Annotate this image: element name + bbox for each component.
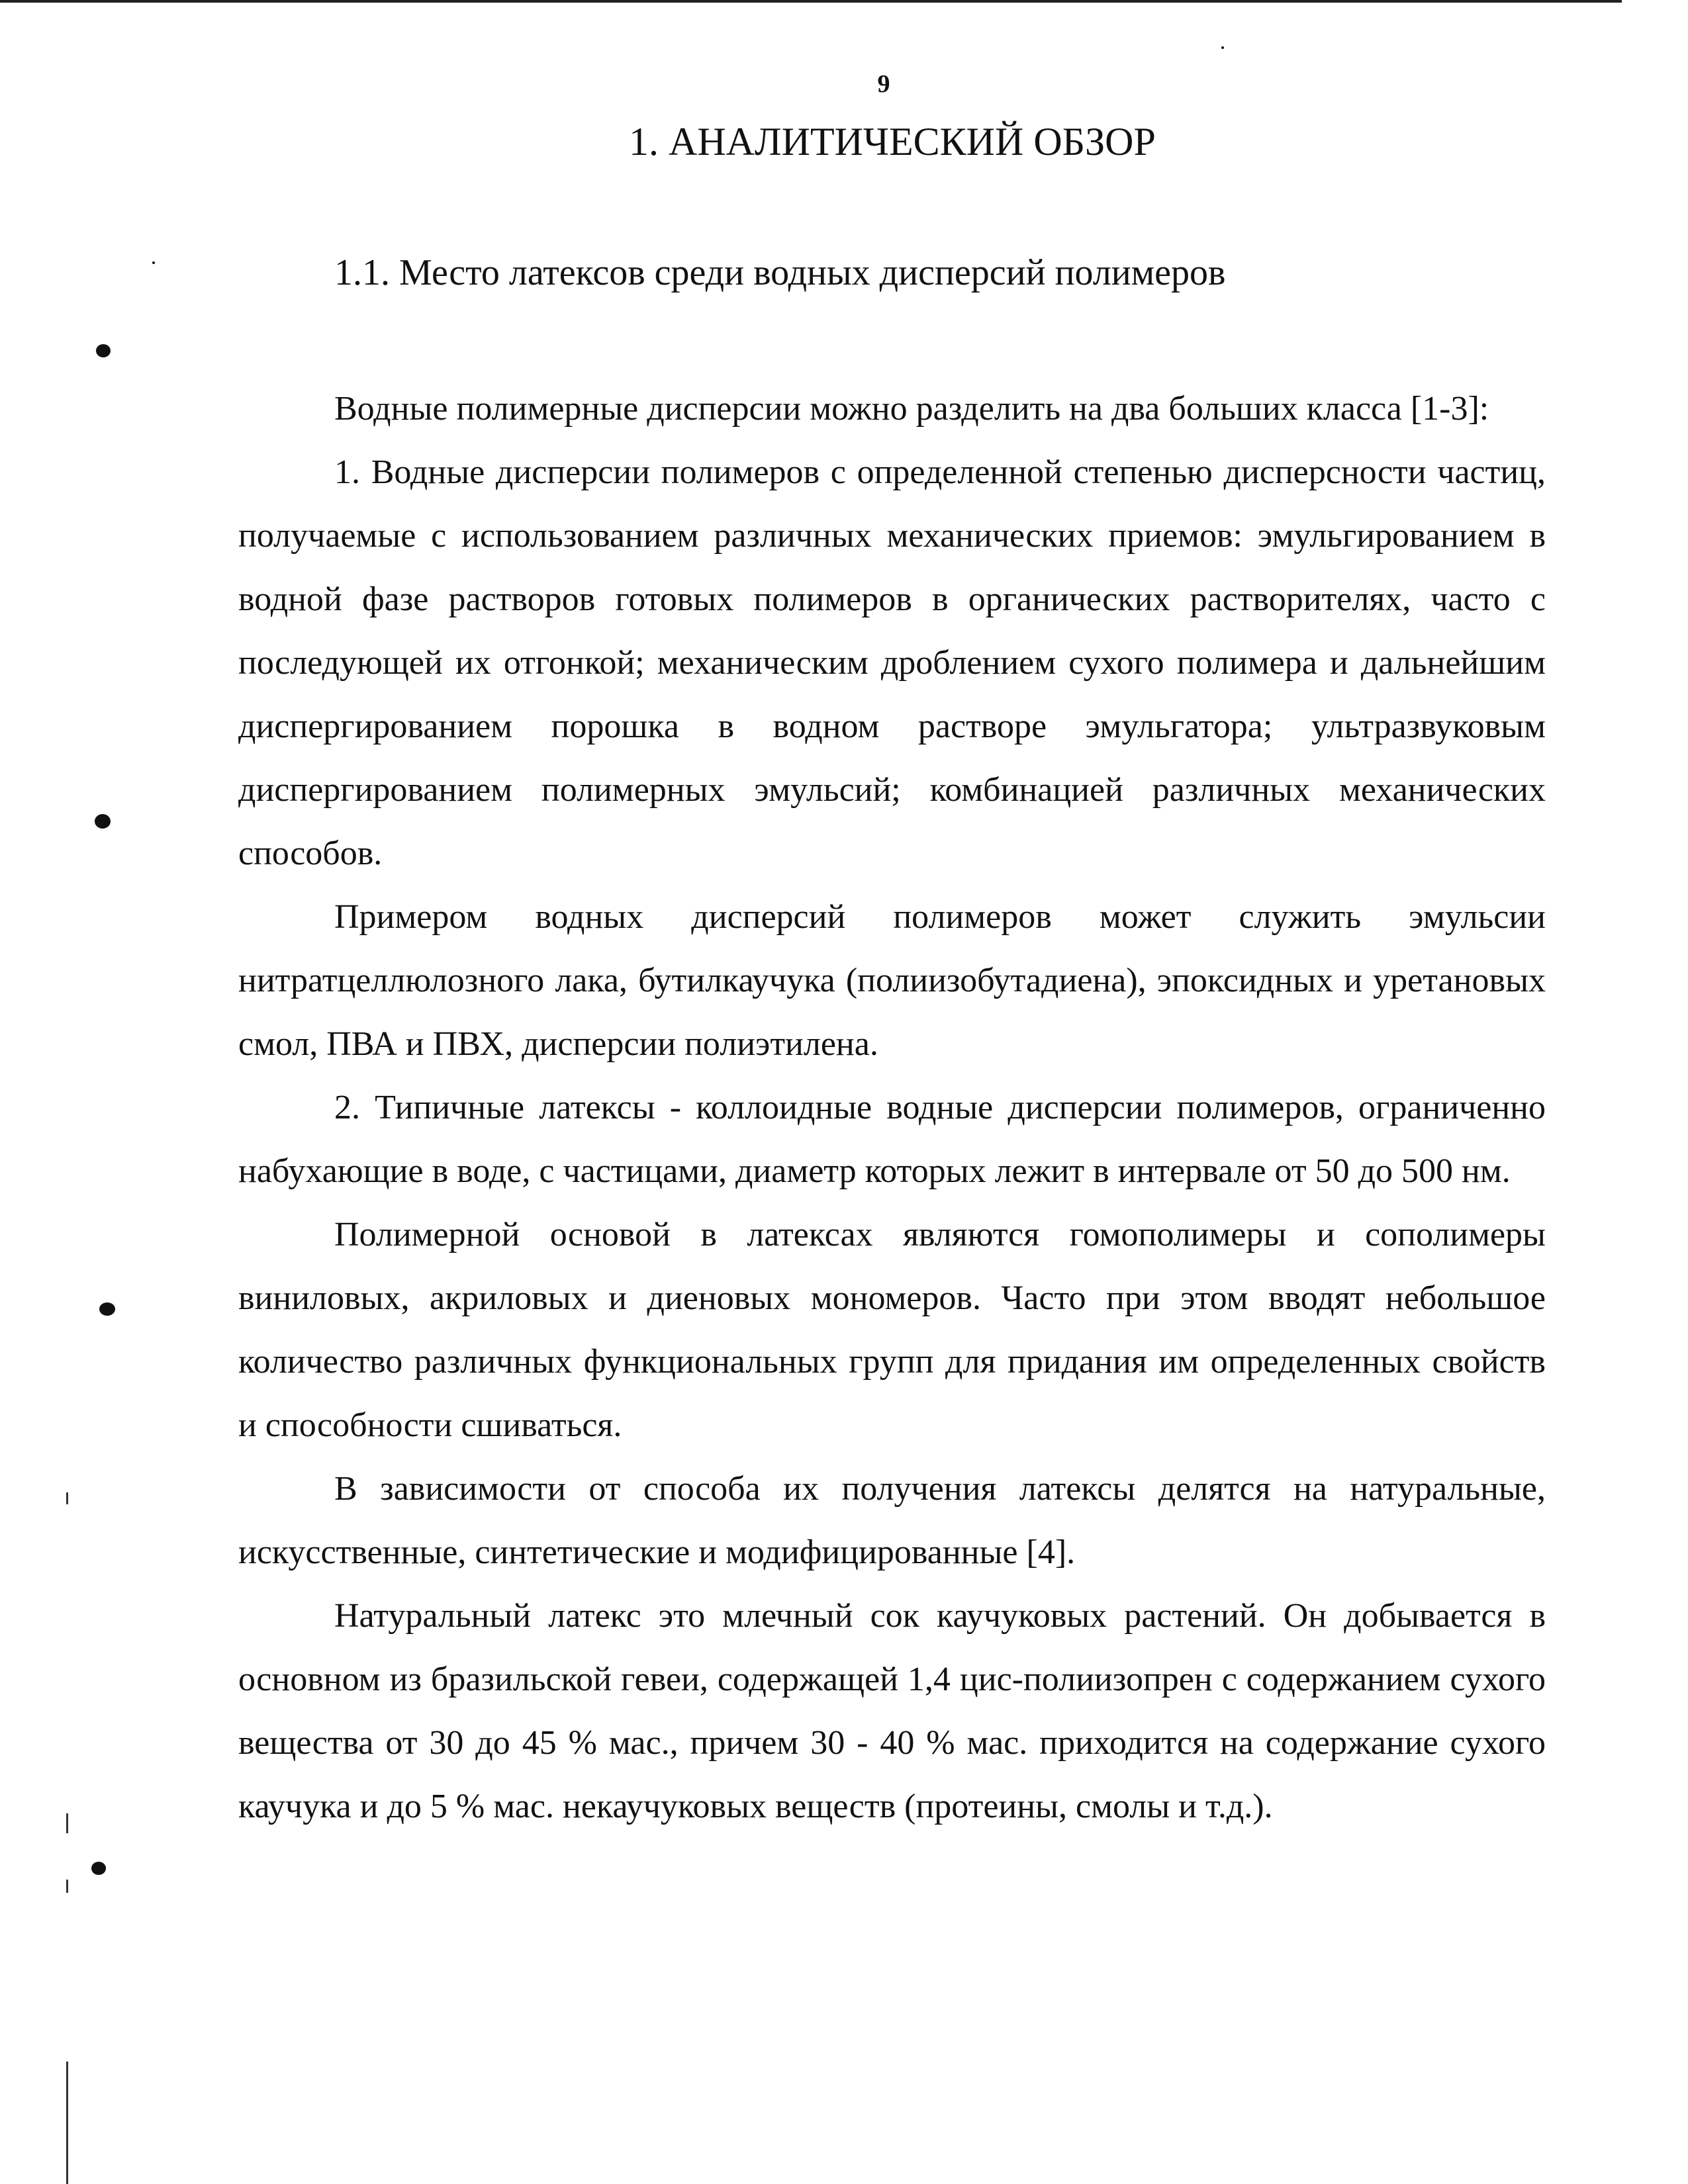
paragraph: 1. Водные дисперсии полимеров с определенной степенью дисперсности частиц, получаемые с использованием различных механических приемов: эмульгированием в водной фазе растворов готовых полимеров в органических растворителях, часто с последующей их отгонкой; механическим дроблением сухого полимера и дальнейшим диспергированием порошка в водном растворе эмульгатора; ультразвуковым диспергированием полимерных эмульсий; комбинацией различных механических способов. [238, 453, 1546, 872]
paragraph: Полимерной основой в латексах являются гомополимеры и сополимеры виниловых, акриловых и диеновых мономеров. Часто при этом вводят небольшое количество различных функциональных групп для придания им определенных свойств и способности сшиваться. [238, 1216, 1546, 1444]
paragraph: Натуральный латекс это млечный сок каучуковых растений. Он добывается в основном из бразильской гевеи, содержащей 1,4 цис-полиизопрен с содержанием сухого вещества от 30 до 45 % мас., причем 30 - 40 % мас. приходится на содержание сухого каучука и до 5 % мас. некаучуковых веществ (протеины, смолы и т.д.). [238, 1597, 1546, 1825]
chapter-title: 1. АНАЛИТИЧЕСКИЙ ОБЗОР [629, 120, 1156, 163]
body-text [238, 377, 1546, 1839]
margin-line-mark [66, 1492, 68, 1504]
paragraph: В зависимости от способа их получения латексы делятся на натуральные, искусственные, синтетические и модифицированные [4]. [238, 1470, 1546, 1571]
margin-line-mark [66, 1813, 68, 1833]
paragraph: 2. Типичные латексы - коллоидные водные дисперсии полимеров, ограниченно набухающие в воде, с частицами, диаметр которых лежит в интервале от 50 до 500 нм. [238, 1089, 1546, 1190]
page-number: 9 [877, 70, 890, 98]
section-title: 1.1. Место латексов среди водных дисперсий полимеров [334, 252, 1226, 293]
binder-hole-mark [99, 1302, 115, 1316]
speck [1221, 46, 1224, 49]
speck [152, 261, 155, 264]
margin-line-mark [66, 1880, 68, 1893]
binder-hole-mark [95, 814, 111, 829]
margin-line-mark [66, 2062, 68, 2184]
binder-hole-mark [96, 344, 111, 357]
scan-top-border [0, 0, 1622, 3]
binder-hole-mark [91, 1862, 106, 1875]
paragraph: Примером водных дисперсий полимеров может служить эмульсии нитратцеллюлозного лака, бутилкаучука (полиизобутадиена), эпоксидных и уретановых смол, ПВА и ПВХ, дисперсии полиэтилена. [238, 898, 1546, 1063]
paragraph: Водные полимерные дисперсии можно разделить на два больших класса [1-3]: [334, 390, 1489, 428]
